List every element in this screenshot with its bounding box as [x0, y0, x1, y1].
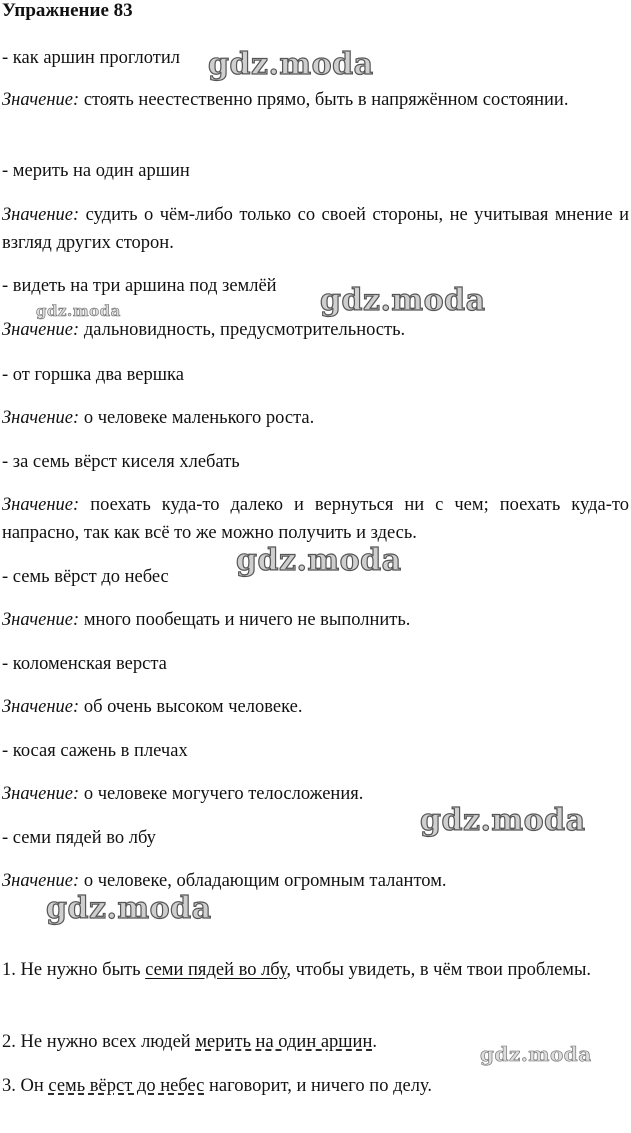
- watermark-logo: gdz.moda: [36, 302, 121, 320]
- underlined-idiom: семь вёрст до небес: [48, 1076, 205, 1096]
- meaning-text: стоять неестественно прямо, быть в напряжённом состоянии.: [83, 90, 569, 110]
- sentence-text: , чтобы увидеть, в чём твои проблемы.: [286, 960, 592, 980]
- example-sentence: [2, 956, 629, 984]
- meaning-label: Значение:: [2, 871, 80, 891]
- idiom-phrase: - мерить на один аршин: [2, 161, 190, 181]
- sentence-text: 1. Не нужно быть: [2, 960, 146, 980]
- meaning-text: об очень высоком человеке.: [83, 697, 303, 717]
- watermark-logo: gdz.moda: [208, 47, 374, 82]
- meaning-label: Значение:: [2, 408, 80, 428]
- meaning-label: Значение:: [2, 697, 80, 717]
- underlined-idiom: мерить на один аршин: [195, 1032, 373, 1052]
- meaning-label: Значение:: [2, 610, 80, 630]
- watermark-logo: gdz.moda: [480, 1042, 592, 1066]
- meaning-label: Значение:: [2, 784, 80, 804]
- meaning-text: поехать куда-то далеко и вернуться ни с чем; поехать куда-то напрасно, так как всё то же можно получить и здесь.: [2, 495, 629, 543]
- watermark-logo: gdz.moda: [236, 543, 402, 578]
- idiom-phrase: - за семь вёрст киселя хлебать: [2, 452, 240, 472]
- watermark-logo: gdz.moda: [420, 803, 586, 838]
- meaning-text: много пообещать и ничего не выполнить.: [83, 610, 411, 630]
- idiom-meaning: [2, 86, 629, 114]
- sentence-text: наговорит, и ничего по делу.: [204, 1076, 432, 1096]
- exercise-title: Упражнение 83: [2, 0, 133, 21]
- idiom-meaning: [2, 693, 629, 721]
- meaning-label: Значение:: [2, 495, 80, 515]
- meaning-label: Значение:: [2, 320, 80, 340]
- sentence-text: 2. Не нужно всех людей: [2, 1032, 196, 1052]
- idiom-meaning: [2, 606, 629, 634]
- idiom-phrase: - семь вёрст до небес: [2, 567, 169, 587]
- idiom-phrase: - видеть на три аршина под землёй: [2, 276, 277, 296]
- meaning-label: Значение:: [2, 90, 80, 110]
- meaning-label: Значение:: [2, 205, 80, 225]
- idiom-meaning: [2, 404, 629, 432]
- idiom-meaning: [2, 491, 629, 547]
- meaning-text: о человеке могучего телосложения.: [83, 784, 364, 804]
- watermark-logo: gdz.moda: [320, 283, 486, 318]
- sentence-text: 3. Он: [2, 1076, 49, 1096]
- idiom-phrase: - как аршин проглотил: [2, 48, 180, 68]
- idiom-phrase: - косая сажень в плечах: [2, 741, 188, 761]
- idiom-phrase: - от горшка два вершка: [2, 365, 184, 385]
- idiom-phrase: - семи пядей во лбу: [2, 828, 156, 848]
- example-sentence: [2, 1072, 629, 1100]
- watermark-logo: gdz.moda: [46, 891, 212, 926]
- meaning-text: о человеке, обладающим огромным талантом.: [83, 871, 447, 891]
- underlined-idiom: семи пядей во лбу: [145, 960, 287, 980]
- idiom-phrase: - коломенская верста: [2, 654, 167, 674]
- idiom-meaning: [2, 201, 629, 257]
- meaning-text: дальновидность, предусмотрительность.: [83, 320, 406, 340]
- idiom-meaning: [2, 316, 629, 344]
- meaning-text: судить о чём-либо только со своей стороны, не учитывая мнение и взгляд других сторон.: [2, 205, 630, 253]
- sentence-text: .: [372, 1032, 377, 1052]
- meaning-text: о человеке маленького роста.: [83, 408, 315, 428]
